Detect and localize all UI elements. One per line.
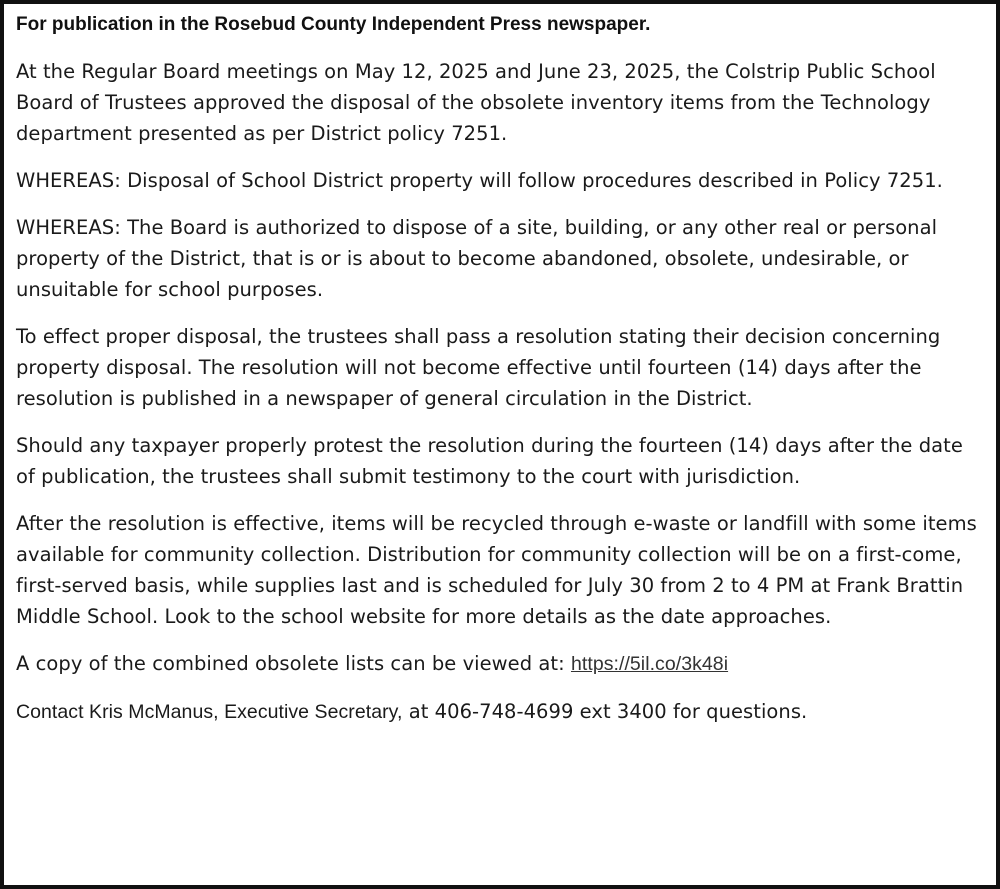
contact-line-suffix: at 406-748-4699 ext 3400 for questions. bbox=[402, 700, 808, 723]
notice-headline: For publication in the Rosebud County Independent Press newspaper. bbox=[16, 14, 651, 35]
contact-line bbox=[16, 696, 986, 728]
obsolete-lists-link[interactable]: https://5il.co/3k48i bbox=[570, 653, 729, 675]
distribution-paragraph: After the resolution is effective, items will be recycled through e-waste or landfill with some items available for community collection. Distribution for community collection will be on a first-come, first-served basis, while supplies last and is scheduled for July 30 from 2 to 4 PM at Frank Brattin Middle School. Look to the school website for more details as the date approaches. bbox=[16, 512, 977, 628]
contact-title: Executive Secretary, bbox=[224, 701, 403, 723]
copy-line bbox=[16, 648, 986, 680]
meeting-approval-paragraph: At the Regular Board meetings on May 12, 2025 and June 23, 2025, the Colstrip Public School Board of Trustees approved the disposal of the obsolete inventory items from the Technology department presented as per District policy 7251. bbox=[16, 60, 936, 145]
copy-line-prefix: A copy of the combined obsolete lists can be viewed at: bbox=[16, 652, 571, 675]
resolution-paragraph: To effect proper disposal, the trustees shall pass a resolution stating their decision concerning property disposal. The resolution will not become effective until fourteen (14) days after the resolution is published in a newspaper of general circulation in the District. bbox=[16, 325, 941, 410]
whereas-disposal-paragraph: WHEREAS: Disposal of School District property will follow procedures described in Policy 7251. bbox=[16, 169, 943, 192]
whereas-authority-paragraph: WHEREAS: The Board is authorized to dispose of a site, building, or any other real or personal property of the District, that is or is about to become abandoned, obsolete, undesirable, or unsuitable for school purposes. bbox=[16, 216, 938, 301]
contact-line-prefix: Contact Kris McManus, bbox=[16, 701, 225, 723]
protest-paragraph: Should any taxpayer properly protest the resolution during the fourteen (14) days after the date of publication, the trustees shall submit testimony to the court with jurisdiction. bbox=[16, 434, 963, 488]
